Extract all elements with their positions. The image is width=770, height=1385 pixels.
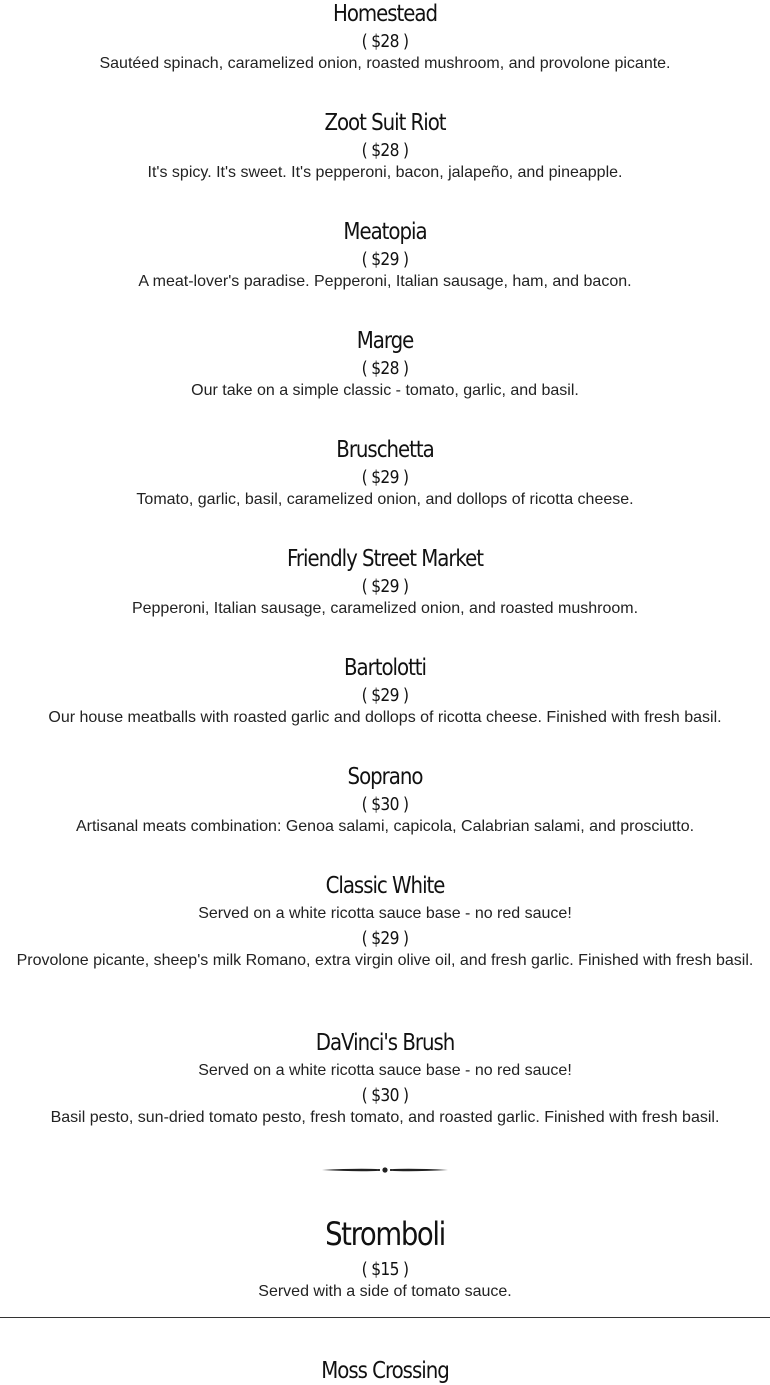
item-price: ( $29 ) xyxy=(361,928,409,949)
item-description: It's spicy. It's sweet. It's pepperoni, bacon, jalapeño, and pineapple. xyxy=(147,164,623,181)
item-description: Artisanal meats combination: Genoa salami, capicola, Calabrian salami, and prosciutto. xyxy=(75,818,695,835)
item-price: ( $29 ) xyxy=(361,467,409,488)
item-price: ( $29 ) xyxy=(361,576,409,597)
item-price: ( $28 ) xyxy=(361,140,409,161)
section-title: Stromboli xyxy=(325,1215,445,1253)
menu-item xyxy=(0,218,770,293)
item-price: ( $29 ) xyxy=(361,685,409,706)
menu-item xyxy=(0,0,770,75)
item-description: Basil pesto, sun-dried tomato pesto, fresh tomato, and roasted garlic. Finished with fresh basil. xyxy=(50,1109,720,1126)
menu-item xyxy=(0,654,770,729)
menu-item xyxy=(0,1029,770,1129)
item-note: Served on a white ricotta sauce base - no red sauce! xyxy=(198,905,572,922)
item-name: DaVinci's Brush xyxy=(315,1030,455,1056)
menu-item xyxy=(0,436,770,511)
item-name: Friendly Street Market xyxy=(287,546,483,572)
item-name: Soprano xyxy=(347,764,423,790)
menu-item xyxy=(0,327,770,402)
menu-item xyxy=(0,109,770,184)
item-description: Tomato, garlic, basil, caramelized onion, and dollops of ricotta cheese. xyxy=(136,491,634,508)
item-name: Meatopia xyxy=(343,219,427,245)
item-name: Bruschetta xyxy=(336,437,434,463)
menu-item xyxy=(0,872,770,972)
menu-item xyxy=(0,763,770,838)
item-price: ( $30 ) xyxy=(361,794,409,815)
menu-item xyxy=(0,545,770,620)
item-description: Our take on a simple classic - tomato, garlic, and basil. xyxy=(191,382,579,399)
menu-item xyxy=(0,1256,770,1303)
item-description: Our house meatballs with roasted garlic and dollops of ricotta cheese. Finished with fresh basil. xyxy=(48,709,722,726)
item-description: Provolone picante, sheep's milk Romano, extra virgin olive oil, and fresh garlic. Finished with fresh basil. xyxy=(16,952,754,969)
item-price: ( $29 ) xyxy=(361,249,409,270)
ornament-divider xyxy=(320,1163,450,1177)
section-divider xyxy=(0,1317,770,1318)
item-name: Marge xyxy=(356,328,414,354)
item-description: Sautéed spinach, caramelized onion, roasted mushroom, and provolone picante. xyxy=(99,55,671,72)
item-note: Served on a white ricotta sauce base - no red sauce! xyxy=(198,1062,572,1079)
item-description: A meat-lover's paradise. Pepperoni, Italian sausage, ham, and bacon. xyxy=(138,273,632,290)
item-name: Classic White xyxy=(325,873,445,899)
item-description: Pepperoni, Italian sausage, caramelized onion, and roasted mushroom. xyxy=(131,600,639,617)
item-name: Moss Crossing xyxy=(321,1358,449,1384)
item-name: Bartolotti xyxy=(344,655,426,681)
item-price: ( $28 ) xyxy=(361,358,409,379)
item-price: ( $28 ) xyxy=(361,31,409,52)
item-name: Homestead xyxy=(332,1,438,27)
item-name: Zoot Suit Riot xyxy=(324,110,446,136)
item-description: Served with a side of tomato sauce. xyxy=(258,1283,512,1300)
item-price: ( $30 ) xyxy=(361,1085,409,1106)
item-price: ( $15 ) xyxy=(361,1259,409,1280)
menu-item xyxy=(0,1357,770,1385)
